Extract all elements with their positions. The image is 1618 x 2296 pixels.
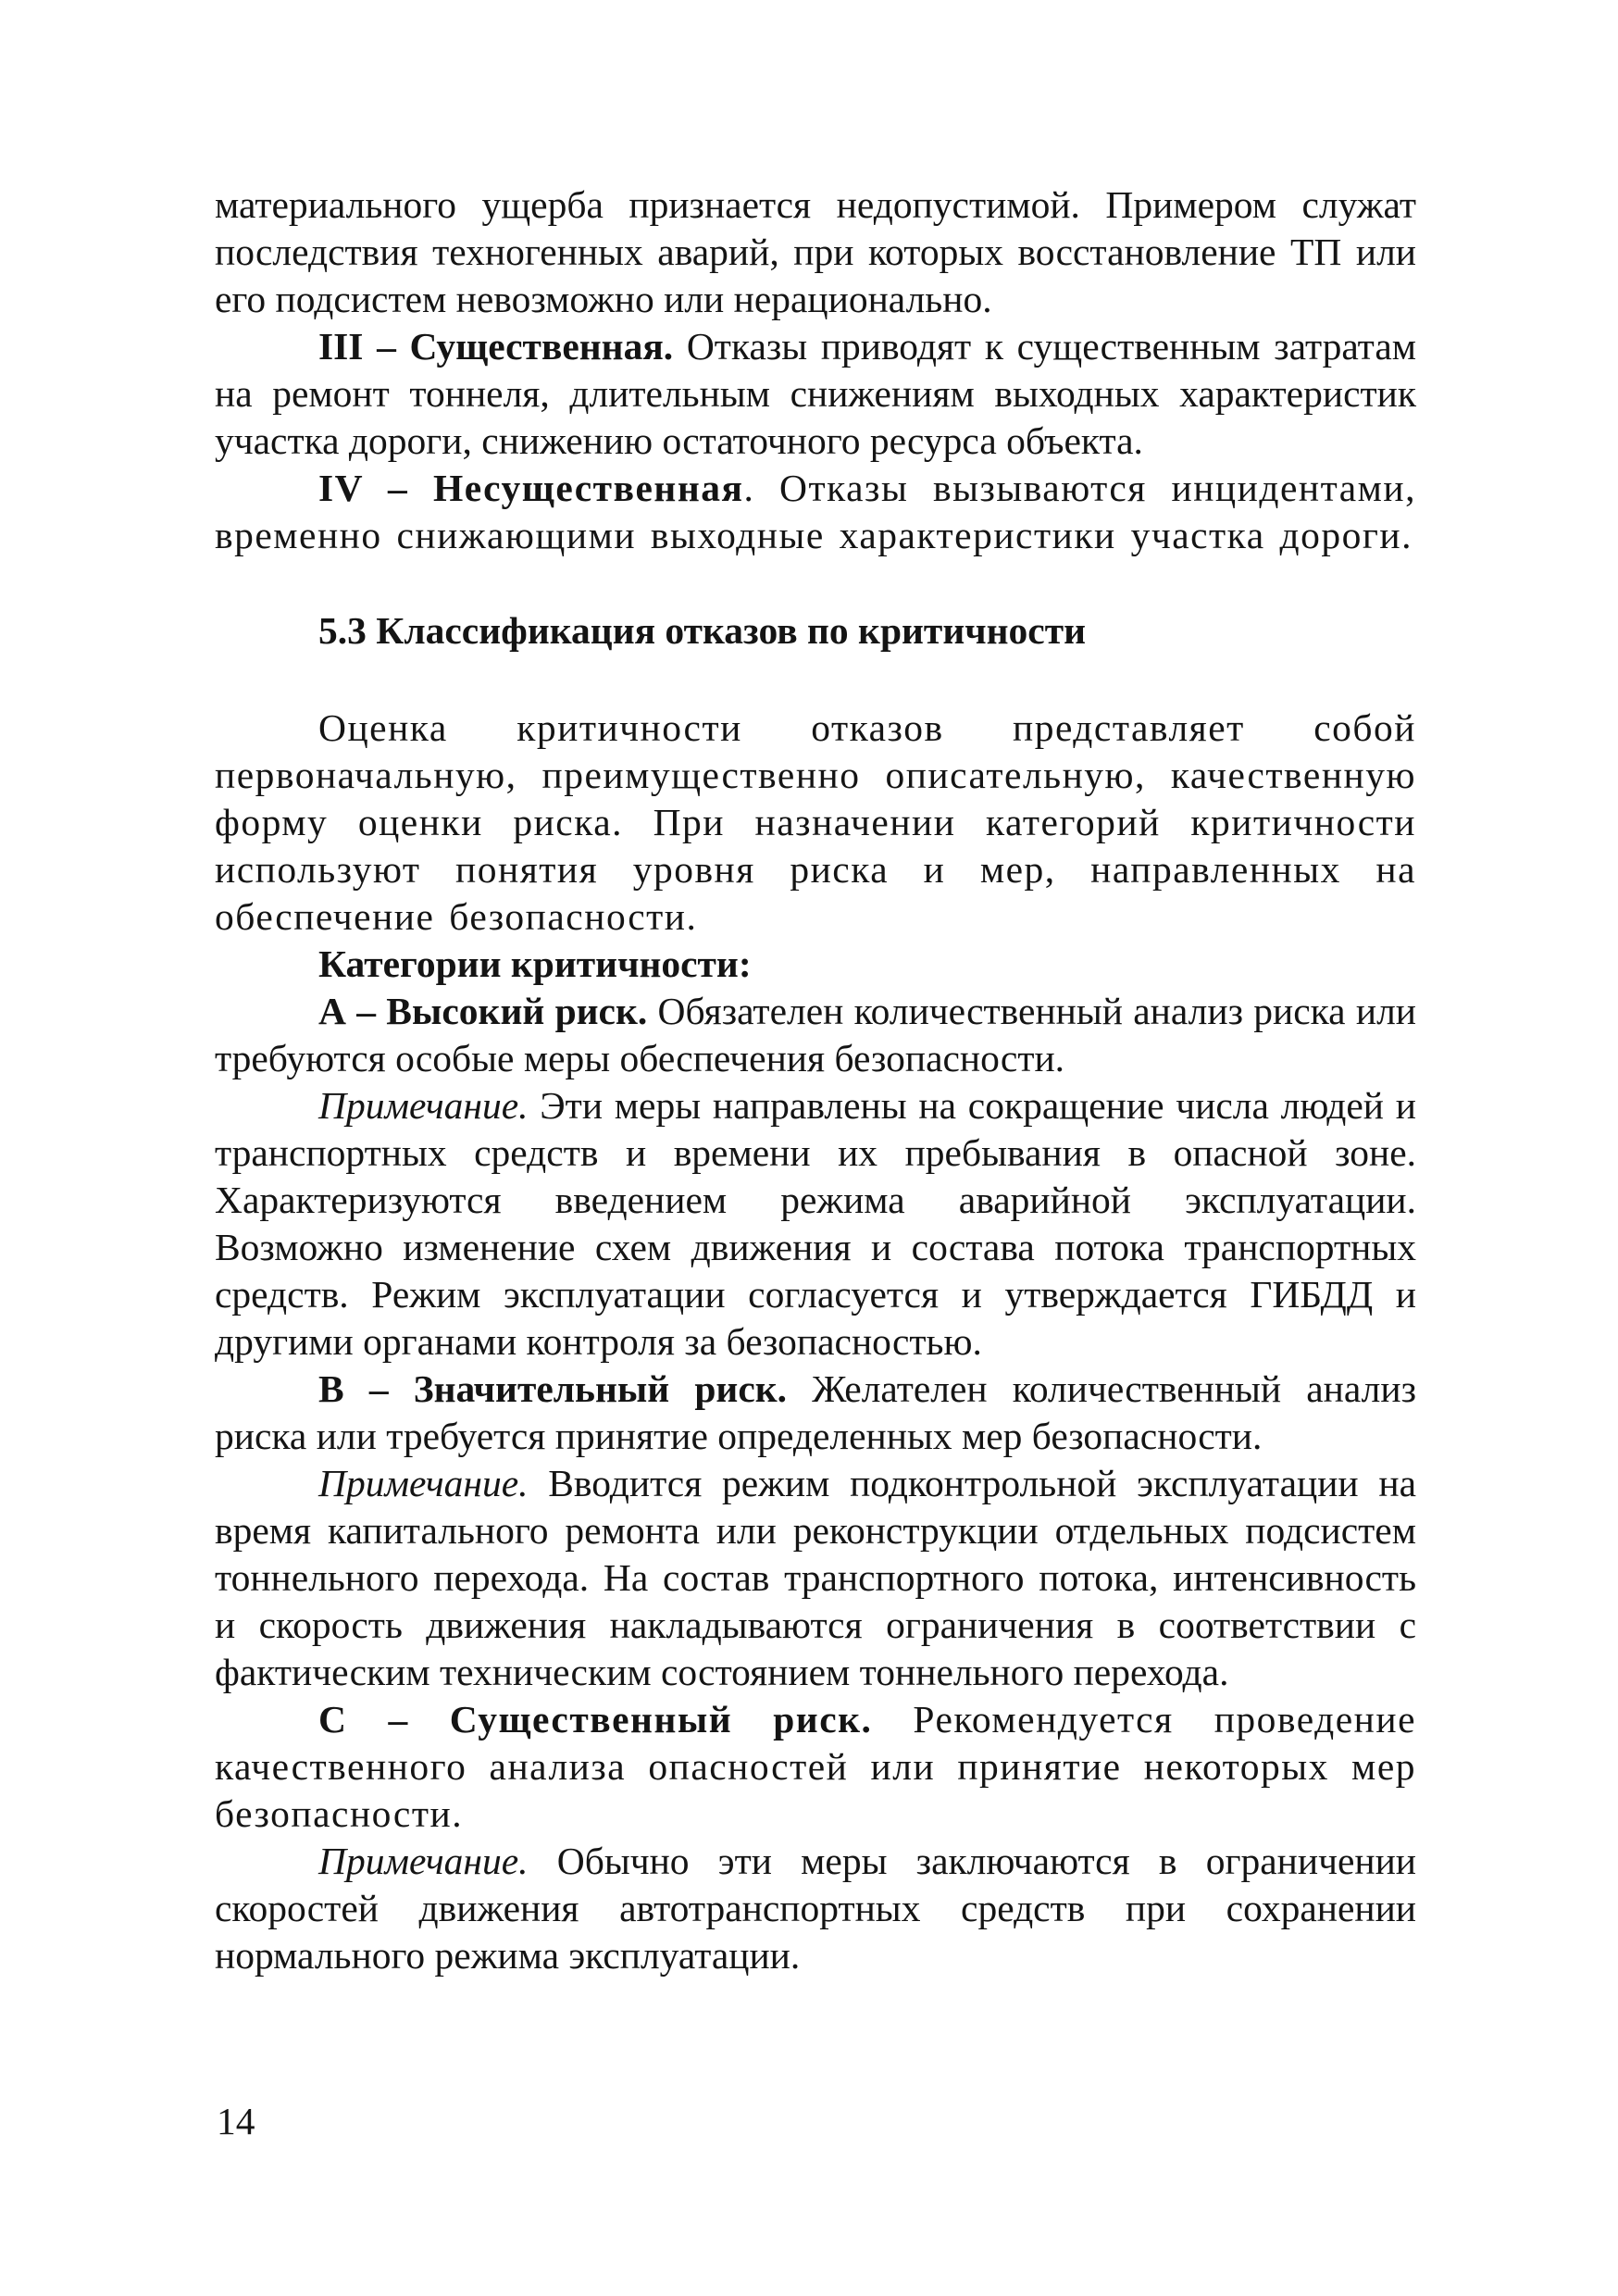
category-a-note-text: Эти меры направлены на сокращение числа людей и транспортных средств и времени их пребывания в опасной зоне. Характеризуются введением режима аварийной эксплуатации. Возможно изменение схем движения и состава потока транспортных средств. Режим эксплуатации согласуется и утверждается ГИБДД и другими органами контроля за безопасностью. [215, 1084, 1416, 1363]
paragraph-section-intro [215, 705, 1416, 941]
paragraph-category-a-note [215, 1082, 1416, 1366]
severity-iii-term: III – Существенная. [318, 325, 674, 368]
category-c-term: С – Существенный риск. [318, 1698, 873, 1741]
category-b-note-text: Вводится режим подконтрольной эксплуатации на время капитального ремонта или реконструкции отдельных подсистем тоннельного перехода. На состав транспортного потока, интенсивность и скорость движения накладываются ограничения в соответствии с фактическим техническим состоянием тоннельного перехода. [215, 1462, 1416, 1693]
paragraph-intro [215, 181, 1416, 323]
category-c-note-text: Обычно эти меры заключаются в ограничении скоростей движения автотранспортных средств при сохранении нормального режима эксплуатации. [215, 1840, 1416, 1977]
category-b-term: В – Значительный риск. [318, 1367, 788, 1410]
paragraph-category-b [215, 1366, 1416, 1460]
category-a-term: А – Высокий риск. [318, 990, 648, 1032]
category-b-note-label: Примечание. [318, 1462, 529, 1504]
page-number: 14 [217, 2100, 255, 2142]
paragraph-severity-iii [215, 323, 1416, 465]
severity-iv-text: . Отказы вызываются инцидентами, временно снижающими выходные характеристики участка дороги. [215, 467, 1416, 556]
section-heading: 5.3 Классификация отказов по критичности [318, 609, 1087, 652]
paragraph-category-c [215, 1696, 1416, 1838]
paragraph-category-c-note [215, 1838, 1416, 1979]
page-body [215, 181, 1416, 1979]
paragraph-category-b-note [215, 1460, 1416, 1696]
paragraph-intro-text: материального ущерба признается недопустимой. Примером служат последствия техногенных аварий, при которых восстановление ТП или его подсистем невозможно или нерационально. [215, 183, 1416, 320]
category-c-text: Рекомендуется проведение качественного анализа опасностей или принятие некоторых мер безопасности. [215, 1698, 1416, 1835]
category-a-text: Обязателен количественный анализ риска или требуются особые меры обеспечения безопасности. [215, 990, 1416, 1079]
category-b-text: Желателен количественный анализ риска или требуется принятие определенных мер безопасности. [215, 1367, 1416, 1457]
severity-iv-term: IV – Несущественная [318, 467, 744, 509]
paragraph-category-a [215, 988, 1416, 1082]
section-intro-text: Оценка критичности отказов представляет собой первоначальную, преимущественно описательную, качественную форму оценки риска. При назначении категорий критичности используют понятия уровня риска и мер, направленных на обеспечение безопасности. [215, 706, 1416, 938]
categories-heading: Категории критичности: [318, 942, 752, 985]
category-c-note-label: Примечание. [318, 1840, 529, 1882]
paragraph-severity-iv [215, 465, 1416, 559]
category-a-note-label: Примечание. [318, 1084, 529, 1127]
severity-iii-text: Отказы приводят к существенным затратам на ремонт тоннеля, длительным снижениям выходных характеристик участка дороги, снижению остаточного ресурса объекта. [215, 325, 1417, 462]
